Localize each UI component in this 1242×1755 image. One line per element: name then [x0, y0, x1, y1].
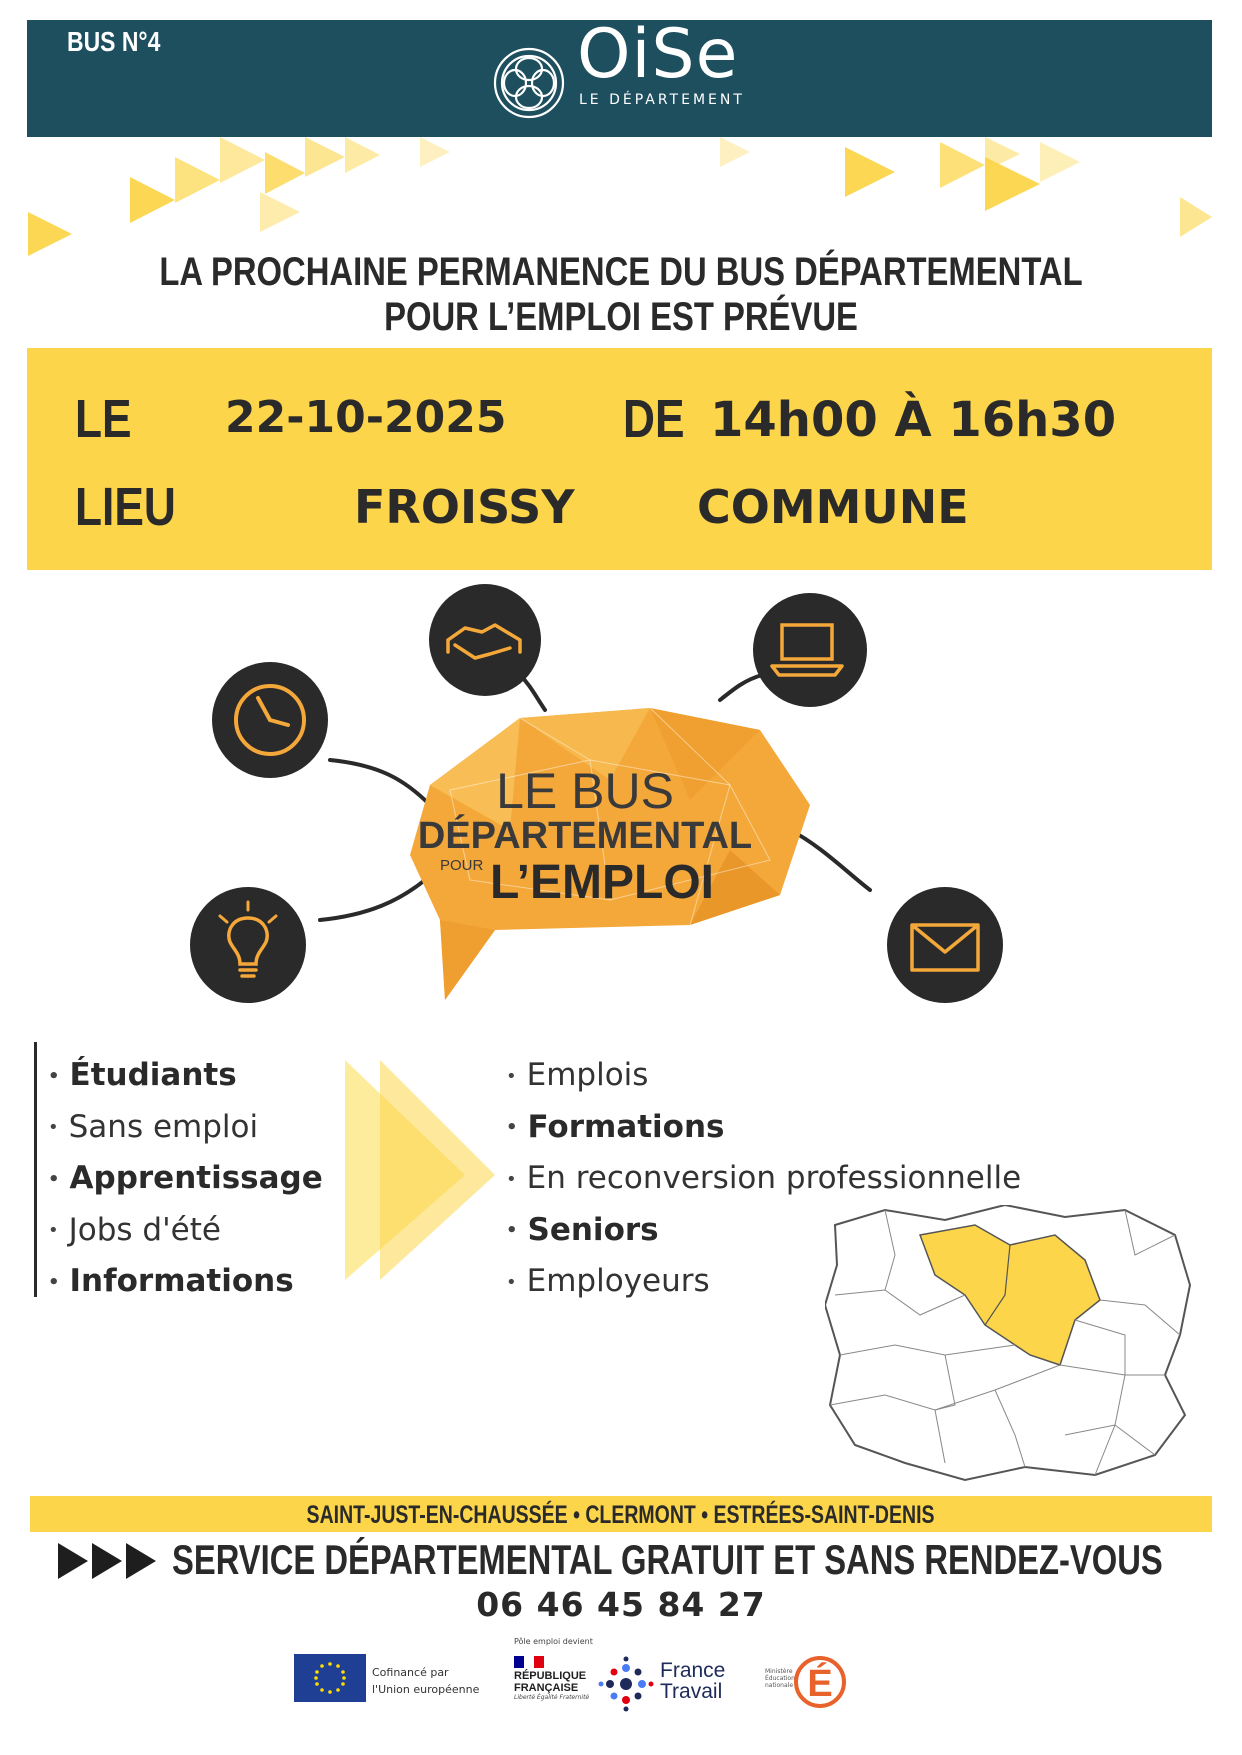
marianne-flag-icon [514, 1656, 544, 1668]
republique-motto: Liberté Égalité Fraternité [514, 1694, 590, 1701]
list-item: • Sans emploi [48, 1102, 323, 1154]
ministere-text: Ministère Éducation nationale [765, 1668, 795, 1689]
list-item: • Jobs d'été [48, 1205, 323, 1257]
header-bar [27, 15, 1212, 137]
triple-arrow-icon [58, 1543, 160, 1579]
envelope-icon [887, 887, 1003, 1003]
france-travail-logo: France Travail [660, 1659, 726, 1703]
place-type: COMMUNE [697, 480, 969, 534]
audience-list-left [48, 1050, 323, 1308]
logo-subtitle: LE DÉPARTEMENT [579, 92, 745, 108]
handshake-icon [429, 584, 541, 696]
republique-francaise-logo: RÉPUBLIQUE FRANÇAISE [514, 1670, 587, 1694]
time-label: DE [623, 389, 685, 449]
schedule-band [27, 348, 1212, 570]
phone-number: 06 46 45 84 27 [476, 1585, 766, 1624]
clock-icon [212, 662, 328, 778]
list-item: • En reconversion professionnelle [506, 1153, 1021, 1205]
list-item: • Étudiants [48, 1050, 323, 1102]
eu-flag-icon [294, 1654, 366, 1702]
chevron-arrows-icon [345, 1060, 495, 1280]
list-item: • Seniors [506, 1205, 1021, 1257]
list-item: • Emplois [506, 1050, 1021, 1102]
list-item: • Apprentissage [48, 1153, 323, 1205]
event-date: 22-10-2025 [225, 392, 507, 443]
cities-list: SAINT-JUST-EN-CHAUSSÉE • CLERMONT • ESTRÉES-SAINT-DENIS [307, 1501, 935, 1529]
service-tagline: SERVICE DÉPARTEMENTAL GRATUIT ET SANS RENDEZ-VOUS [172, 1536, 1163, 1583]
bus-number: BUS N°4 [67, 26, 161, 57]
date-label: LE [75, 389, 132, 449]
bus-emploi-graphic [190, 580, 1030, 1020]
headline-line-2: POUR L’EMPLOI EST PRÉVUE [384, 295, 858, 339]
bubble-line-2: DÉPARTEMENTAL [417, 815, 753, 857]
event-place: FROISSY [354, 480, 575, 534]
list-item: • Informations [48, 1256, 323, 1308]
bubble-line-1: LE BUS [496, 763, 674, 819]
event-time: 14h00 À 16h30 [710, 392, 1117, 448]
list-item: • Employeurs [506, 1256, 1021, 1308]
oise-logo [467, 15, 767, 125]
oise-emblem-icon [491, 45, 567, 121]
bubble-pour: POUR [440, 857, 484, 874]
place-label: LIEU [75, 477, 176, 537]
education-nationale-logo [788, 1648, 848, 1710]
svg-text:É: É [807, 1663, 833, 1705]
list-divider [34, 1042, 37, 1297]
headline-line-1: LA PROCHAINE PERMANENCE DU BUS DÉPARTEMENTAL [159, 250, 1083, 294]
cities-band [30, 1496, 1212, 1532]
list-item: • Formations [506, 1102, 1021, 1154]
bubble-line-3: L’EMPLOI [490, 856, 715, 909]
france-travail-icon [598, 1656, 654, 1712]
pole-emploi-note: Pôle emploi devient [514, 1637, 593, 1646]
laptop-icon [753, 593, 867, 707]
lightbulb-icon [190, 887, 306, 1003]
oise-department-map [825, 1205, 1195, 1485]
eu-cofunding-text: Cofinancé par l'Union européenne [372, 1666, 480, 1696]
headline [0, 250, 1242, 340]
logo-wordmark: OiSe [577, 15, 739, 94]
